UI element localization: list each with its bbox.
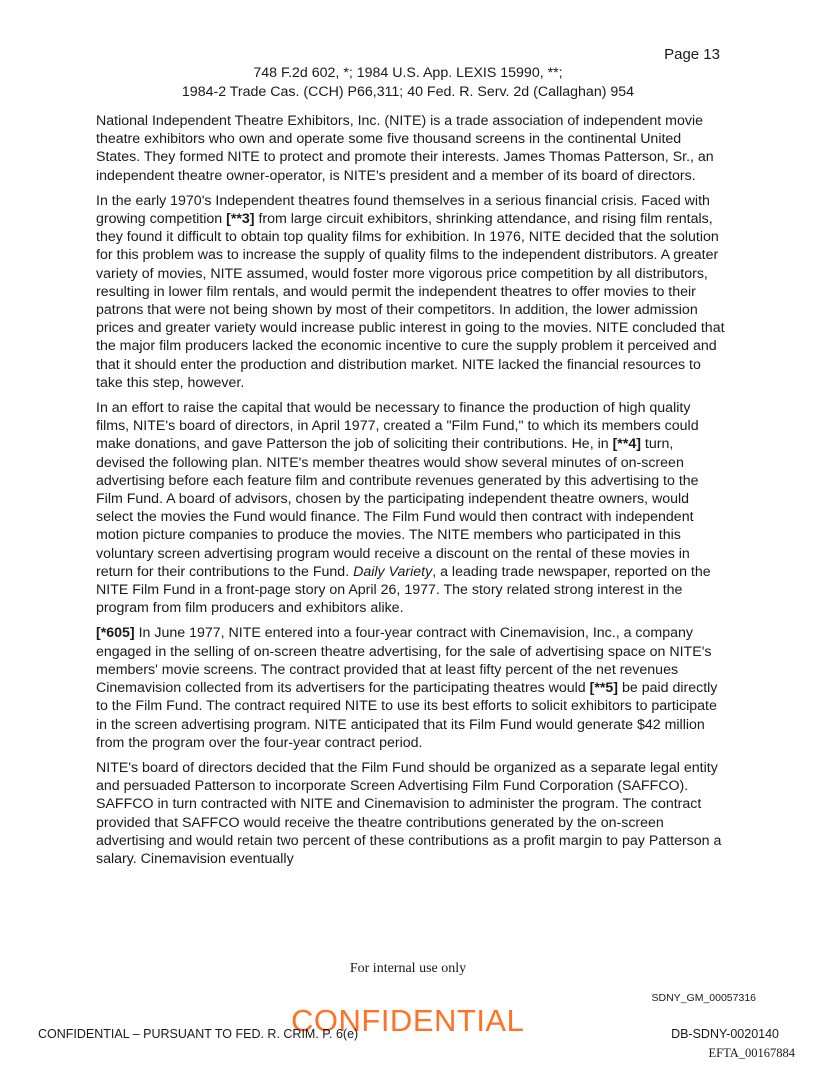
paragraph-4 (96, 624, 726, 751)
paragraph-2 (96, 192, 726, 392)
paragraph-3-text-c: , a leading trade newspaper, reported on the NITE Film Fund in a front-page story on April 26, 1977. The story related strong interest in the program from film producers and exhibitors alike. (96, 563, 711, 617)
paragraph-1: National Independent Theatre Exhibitors, Inc. (NITE) is a trade association of independent movie theatre exhibitors who own and operate some five thousand screens in the continental United States. They formed NITE to protect and promote their interests. James Thomas Patterson, Sr., an independent theatre owner-operator, is NITE's president and a member of its board of directors. (96, 113, 714, 184)
paragraph-4-text-b: be paid directly to the Film Fund. The contract required NITE to use its best efforts to solicit exhibitors to participate in the screen advertising program. NITE anticipated that its Film Fund would generate $42 million from the program over the four-year contract period. (96, 680, 718, 751)
confidential-notice: CONFIDENTIAL – PURSUANT TO FED. R. CRIM. P. 6(e) (38, 1027, 359, 1041)
page-number: Page 13 (664, 46, 720, 63)
confidential-watermark: CONFIDENTIAL (291, 1003, 525, 1038)
citation-line-2: 1984-2 Trade Cas. (CCH) P66,311; 40 Fed. R. Serv. 2d (Callaghan) 954 (181, 84, 635, 100)
page-marker: [**4] (612, 436, 641, 453)
case-citation (0, 64, 816, 102)
paragraph-2-text-b: from large circuit exhibitors, shrinking attendance, and rising film rentals, they found it difficult to obtain top quality films for exhibition. In 1976, NITE decided that the solution for this problem was to increase the supply of quality films to the independent distributors. A greater variety of movies, NITE assumed, would foster more vigorous price competition by all distributors, resulting in lower film rentals, and would permit the independent theatres to offer movies to their patrons that were not being shown by most of their competitors. In addition, the lower admission prices and greater variety would increase public interest in going to the movies. NITE concluded that the major film producers lacked the economic incentive to cure the supply problem it perceived and that it should enter the production and distribution market. NITE lacked the financial resources to take this step, however. (96, 211, 725, 391)
page-marker: [**3] (226, 211, 255, 228)
paragraph-3 (96, 399, 726, 617)
opinion-body (96, 112, 726, 875)
bates-number-top: SDNY_GM_00057316 (651, 992, 756, 1004)
page-marker: [*605] (96, 625, 135, 642)
efta-number: EFTA_00167884 (708, 1046, 795, 1060)
paragraph-4-text-a: In June 1977, NITE entered into a four-year contract with Cinemavision, Inc., a company engaged in the selling of on-screen theatre advertising, for the sale of advertising space on NITE's members' movie screens. The contract provided that at least fifty percent of the net revenues Cinemavision collected from its advertisers for the participating theatres would (96, 625, 712, 697)
bates-number-right: DB-SDNY-0020140 (671, 1027, 779, 1041)
citation-line-1: 748 F.2d 602, *; 1984 U.S. App. LEXIS 15990, **; (253, 65, 563, 81)
paragraph-2-text-a: In the early 1970's Independent theatres found themselves in a serious financial crisis. Faced with growing competition (96, 192, 710, 228)
internal-use-notice: For internal use only (349, 961, 467, 976)
paragraph-5: NITE's board of directors decided that the Film Fund should be organized as a separate legal entity and persuaded Patterson to incorporate Screen Advertising Film Fund Corporation (SAFFCO). SAFFCO in turn contracted with NITE and Cinemavision to administer the program. The contract provided that SAFFCO would receive the theatre contributions generated by the on-screen advertising and would retain two percent of these contributions as a profit margin to pay Patterson a salary. Cinemavision eventually (96, 759, 722, 867)
page-marker: [**5] (589, 680, 619, 697)
paragraph-3-text-b: turn, devised the following plan. NITE's member theatres would show several minutes of on-screen advertising before each feature film and contribute revenues generated by this advertising to the Film Fund. A board of advisors, chosen by the participating independent theatre owners, would select the movies the Fund would finance. The Film Fund would then contract with independent motion picture companies to produce the movies. The NITE members who participated in this voluntary screen advertising program would receive a discount on the rental of these movies in return for their contributions to the Fund. (96, 436, 699, 580)
publication-title: Daily Variety (353, 563, 433, 580)
paragraph-3-text-a: In an effort to raise the capital that would be necessary to finance the production of high quality films, NITE's board of directors, in April 1977, created a "Film Fund," to which its members could make donations, and gave Patterson the job of soliciting their contributions. He, in (96, 400, 699, 453)
